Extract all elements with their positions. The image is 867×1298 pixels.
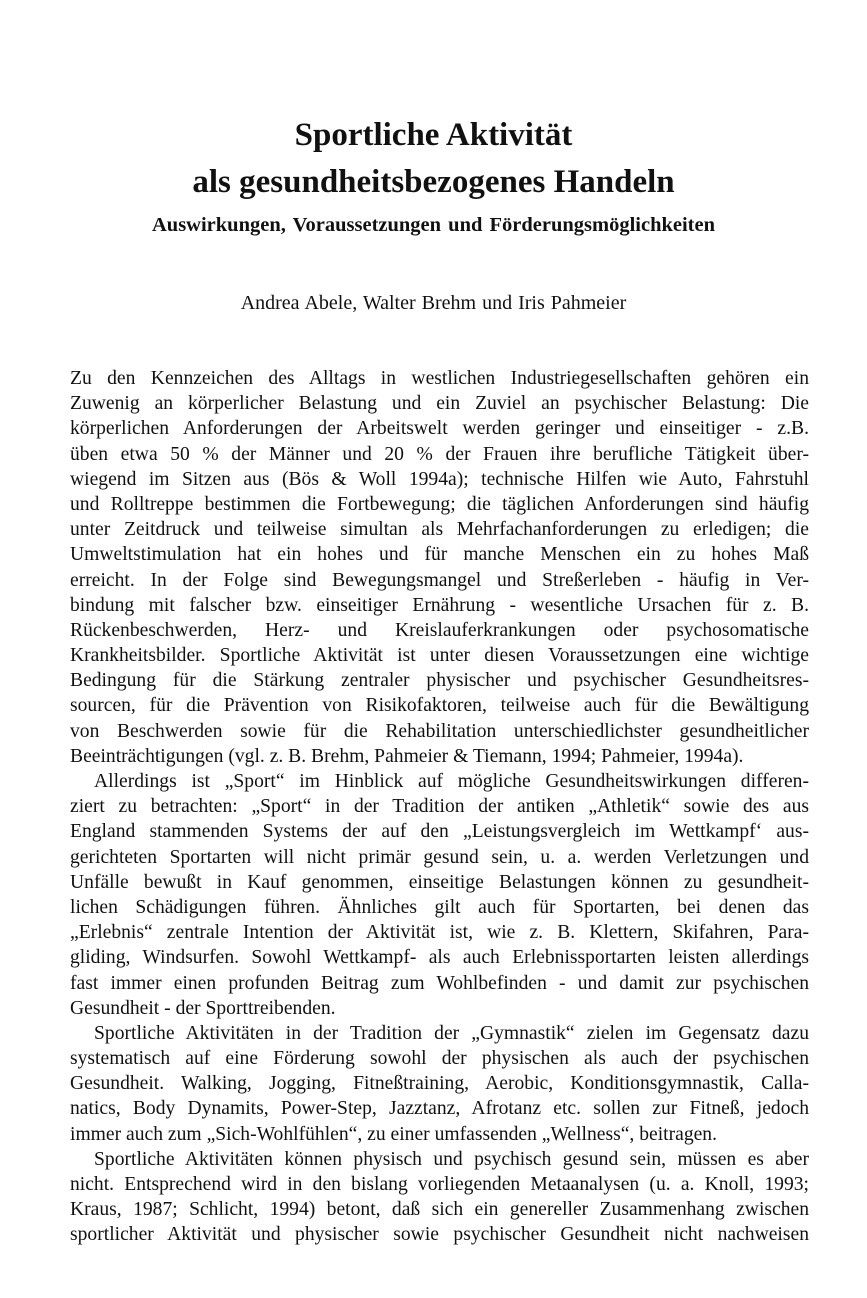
text-line: „Erlebnis“ zentrale Intention der Aktivität ist, wie z. B. Klettern, Skifahren, Para- xyxy=(70,922,809,944)
text-line: körperlichen Anforderungen der Arbeitswelt werden geringer und einseitiger - z.B. xyxy=(70,418,809,440)
text-line: Unfälle bewußt in Kauf genommen, einseitige Belastungen können zu gesundheit- xyxy=(70,871,809,893)
text-line: gliding, Windsurfen. Sowohl Wettkampf- als auch Erlebnissportarten leisten allerdings xyxy=(70,947,809,969)
text-line: sportlicher Aktivität und physischer sowie psychischer Gesundheit nicht nachweisen xyxy=(70,1224,809,1246)
text-line: wiegend im Sitzen aus (Bös & Woll 1994a); technische Hilfen wie Auto, Fahrstuhl xyxy=(70,468,809,490)
text-line: lichen Schädigungen führen. Ähnliches gilt auch für Sportarten, bei denen das xyxy=(70,896,809,918)
text-line: sourcen, für die Prävention von Risikofaktoren, teilweise auch für die Bewältigung xyxy=(70,695,809,717)
text-line: gerichteten Sportarten will nicht primär gesund sein, u. a. werden Verletzungen und xyxy=(70,846,809,868)
text-line: England stammenden Systems der auf den „Leistungsvergleich im Wettkampf‘ aus- xyxy=(70,821,809,843)
text-line: immer auch zum „Sich-Wohlfühlen“, zu einer umfassenden „Wellness“, beitragen. xyxy=(70,1123,718,1145)
text-line: Gesundheit - der Sporttreibenden. xyxy=(70,997,336,1019)
text-line: und Rolltreppe bestimmen die Fortbewegung; die täglichen Anforderungen sind häufig xyxy=(70,493,809,515)
text-line: fast immer einen profunden Beitrag zum Wohlbefinden - und damit zur psychischen xyxy=(70,972,809,994)
text-line: Zuwenig an körperlicher Belastung und ein Zuviel an psychischer Belastung: Die xyxy=(70,393,809,415)
text-line: Bedingung für die Stärkung zentraler physischer und psychischer Gesundheitsres- xyxy=(70,670,809,692)
text-line: ziert zu betrachten: „Sport“ in der Tradition der antiken „Athletik“ sowie des aus xyxy=(70,796,809,818)
text-line: Beeinträchtigungen (vgl. z. B. Brehm, Pahmeier & Tiemann, 1994; Pahmeier, 1994a). xyxy=(70,745,744,767)
text-line: Sportliche Aktivitäten können physisch und psychisch gesund sein, müssen es aber xyxy=(94,1148,809,1170)
title-line-1: Sportliche Aktivität xyxy=(294,117,573,153)
text-line: üben etwa 50 % der Männer und 20 % der Frauen ihre berufliche Tätigkeit über- xyxy=(70,443,809,465)
text-line: erreicht. In der Folge sind Bewegungsmangel und Streßerleben - häufig in Ver- xyxy=(70,569,809,591)
authors: Andrea Abele, Walter Brehm und Iris Pahmeier xyxy=(240,292,627,314)
text-line: von Beschwerden sowie für die Rehabilitation unterschiedlichster gesundheitlicher xyxy=(70,720,809,742)
text-line: nicht. Entsprechend wird in den bislang vorliegenden Metaanalysen (u. a. Knoll, 1993; xyxy=(70,1174,809,1195)
text-line: Gesundheit. Walking, Jogging, Fitneßtraining, Aerobic, Konditionsgymnastik, Calla- xyxy=(70,1073,809,1095)
body-text xyxy=(70,366,809,1248)
text-line: Krankheitsbilder. Sportliche Aktivität ist unter diesen Voraussetzungen eine wichtige xyxy=(70,645,809,667)
title-line-2: als gesundheitsbezogenes Handeln xyxy=(192,164,675,200)
text-line: Allerdings ist „Sport“ im Hinblick auf mögliche Gesundheitswirkungen differen- xyxy=(94,771,809,792)
text-line: Umweltstimulation hat ein hohes und für manche Menschen ein zu hohes Maß xyxy=(70,544,809,566)
text-line: natics, Body Dynamits, Power-Step, Jazztanz, Afrotanz etc. sollen zur Fitneß, jedoch xyxy=(70,1098,809,1120)
text-line: Rückenbeschwerden, Herz- und Kreislauferkrankungen oder psychosomatische xyxy=(70,619,809,641)
text-line: Sportliche Aktivitäten in der Tradition der „Gymnastik“ zielen im Gegensatz dazu xyxy=(94,1022,809,1044)
subtitle: Auswirkungen, Voraussetzungen und Förderungsmöglichkeiten xyxy=(151,214,715,236)
text-line: Kraus, 1987; Schlicht, 1994) betont, daß sich ein genereller Zusammenhang zwischen xyxy=(70,1199,809,1221)
text-line: bindung mit falscher bzw. einseitiger Ernährung - wesentliche Ursachen für z. B. xyxy=(70,594,809,616)
text-line: unter Zeitdruck und teilweise simultan als Mehrfachanforderungen zu erledigen; die xyxy=(70,519,809,541)
text-line: Zu den Kennzeichen des Alltags in westlichen Industriegesellschaften gehören ein xyxy=(70,368,809,389)
text-line: systematisch auf eine Förderung sowohl der physischen als auch der psychischen xyxy=(70,1048,809,1070)
